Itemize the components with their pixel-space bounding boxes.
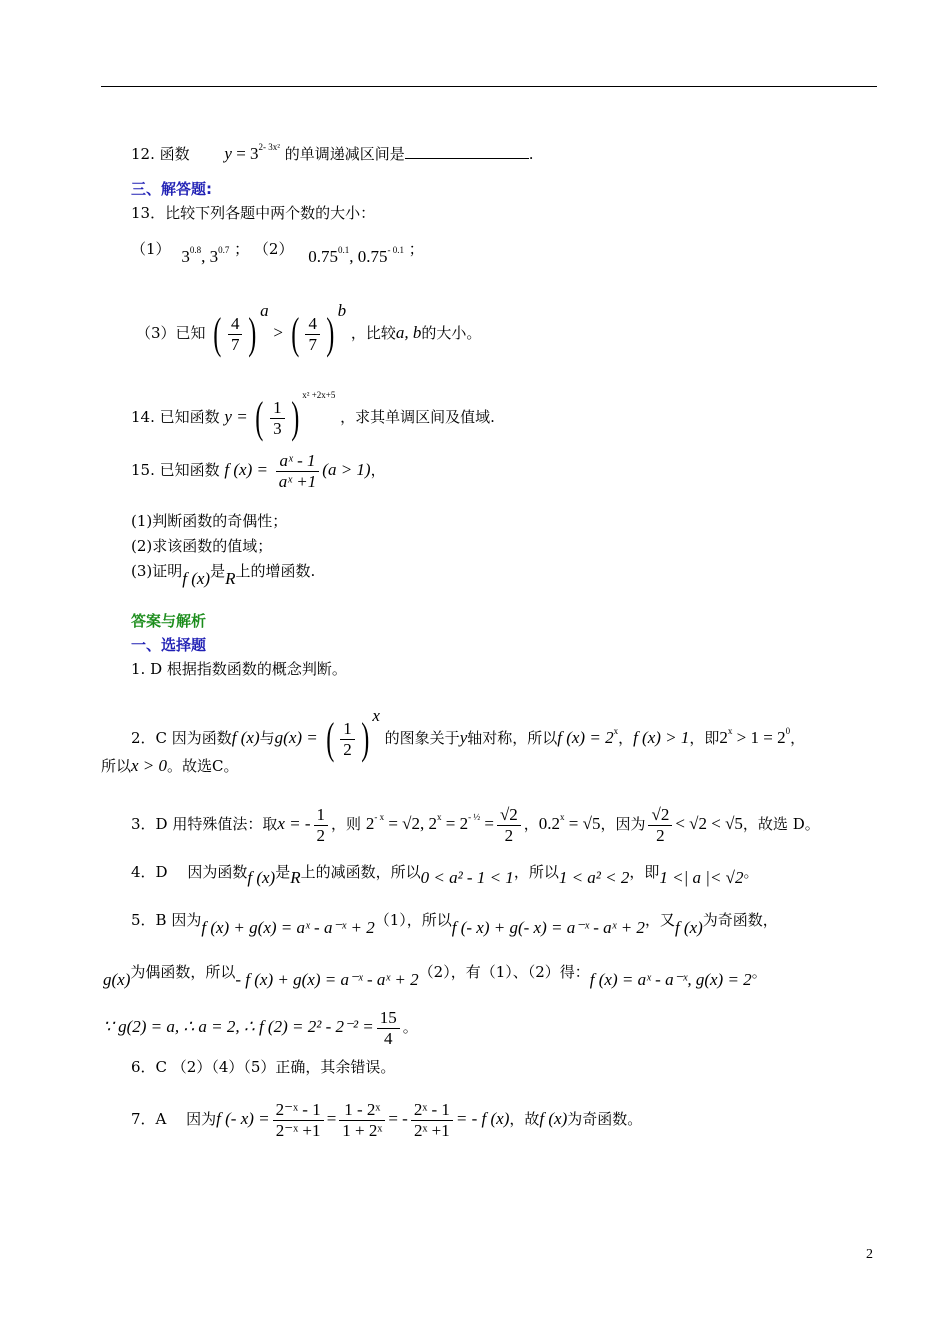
q15-sub-1: (1)判断函数的奇偶性； — [131, 512, 288, 530]
q14-exp: x² +2x+5 — [302, 390, 336, 400]
answers-heading: 答案与解析 — [131, 612, 207, 630]
answer-blank[interactable] — [405, 144, 529, 159]
answer-2-line-2: 所以x > 0。故选C。 — [101, 756, 239, 775]
q15-cond: (a > 1) — [322, 460, 371, 479]
q15-sub-3: (3)证明f (x)是R上的增函数. — [131, 562, 316, 588]
q14-lhs: y = — [224, 407, 248, 426]
answer-5-line-3: ∵ g(2) = a, ∴ a = 2, ∴ f (2) = 2² - 2⁻² = $\frac{15}{4}$ 。 — [103, 1007, 418, 1048]
q13-p2-end: ； — [408, 240, 424, 258]
section-1-heading: 一、选择题 — [131, 636, 207, 654]
question-13-part-1-2 — [131, 232, 424, 266]
answer-3: 3．D 用特殊值法：取x = - $\frac{1}{2}$ ，则 $2^{- x} = √2$, $2^x = 2^{- \frac{1}{2}}$ = $\frac{√2}{2}$ ，$0.2^x = √5$，因为 $\frac{√2}{2}$ < √2 < √5，故选 D。 — [131, 804, 820, 845]
question-12 — [131, 137, 534, 164]
q15-prefix: 15. 已知函数 — [131, 461, 220, 479]
q15-lhs: f (x) = — [224, 460, 268, 479]
q13-p1-label: （1） — [131, 240, 171, 258]
q12-eq: = 3 — [231, 144, 259, 163]
q12-exp: 2- 3x² — [258, 142, 280, 152]
q13-p2-expr: $0.75^{0.1}$, $0.75^{- 0.1}$ — [308, 245, 404, 266]
q13-p2-label: （2） — [253, 240, 294, 258]
answer-6: 6．C （2）（4）（5）正确，其余错误。 — [131, 1058, 396, 1076]
q13-p3-label: （3）已知 — [136, 324, 206, 342]
question-14: 14. 已知函数 y = ( $\frac{1}{3}$ ) $^{x^2 +2x+5}$ ，求其单调区间及值域. — [131, 390, 495, 442]
question-15: 15. 已知函数 f (x) = $\frac{\text{aˣ - 1}}{\text{aˣ +1}}$ (a > 1)， — [131, 450, 386, 491]
answer-1: 1. D 根据指数函数的概念判断。 — [131, 660, 347, 678]
answer-7: 7．A 因为f (- x) = $\frac{\text{2⁻ˣ - 1}}{\text{2⁻ˣ +1}}$ = $\frac{\text{1 - 2ˣ}}{\text{1 + 2ˣ}}$ = - $\frac{\text{2ˣ - 1}}{\text{2ˣ +1}}$ = - f (x)，故f (x)为奇函数。 — [131, 1099, 643, 1140]
q15-sub-2: (2)求该函数的值域； — [131, 537, 273, 555]
question-13-part-3: （3）已知 ( $\frac{4}{7}$ ) $^a$ > ( $\frac{4}{7}$ ) $^b$ ，比较a, b的大小。 — [136, 301, 482, 358]
q12-prefix: 12. 函数 — [131, 145, 190, 163]
answer-2: 2．C 因为函数f (x)与g(x) = ( $\frac{1}{2}$ ) $^x$ 的图象关于y轴对称，所以f $(x) = 2^x$，f (x) > 1，即$2^x > 1 = 2^0$， — [131, 706, 806, 763]
q13-p3-vars: a, b — [395, 323, 422, 342]
q13-p1-expr: $3^{0.8}$, $3^{0.7}$ — [181, 245, 230, 266]
q12-lhs: y — [224, 144, 232, 163]
q13-p3-mid: ，比较 — [350, 324, 396, 342]
q12-end: . — [528, 145, 534, 163]
q13-p3-end: 的大小。 — [421, 324, 482, 342]
question-13-intro: 13．比较下列各题中两个数的大小： — [131, 204, 376, 222]
answer-5-line-1: 5．B 因为f (x) + g(x) = aˣ - a⁻ˣ + 2（1），所以f (- x) + g(- x) = a⁻ˣ - aˣ + 2，又f (x)为奇函数， — [131, 911, 778, 937]
q12-suffix: 的单调递减区间是 — [284, 145, 405, 163]
q14-suffix: ，求其单调区间及值域. — [340, 408, 495, 426]
q13-p1-sep: ； — [234, 240, 250, 258]
header-rule — [101, 86, 877, 87]
section-3-heading: 三、解答题: — [131, 180, 212, 198]
answer-5-line-2: g(x)为偶函数，所以- f (x) + g(x) = a⁻ˣ - aˣ + 2（2），有（1）、（2）得：f (x) = aˣ - a⁻ˣ, g(x) = 2。 — [103, 963, 767, 989]
q14-prefix: 14. 已知函数 — [131, 408, 220, 426]
page-number: 2 — [866, 1247, 873, 1262]
answer-4: 4．D 因为函数f (x)是R上的减函数，所以0 < a² - 1 < 1，所以1 < a² < 2，即1 <| a |< √2。 — [131, 863, 759, 887]
